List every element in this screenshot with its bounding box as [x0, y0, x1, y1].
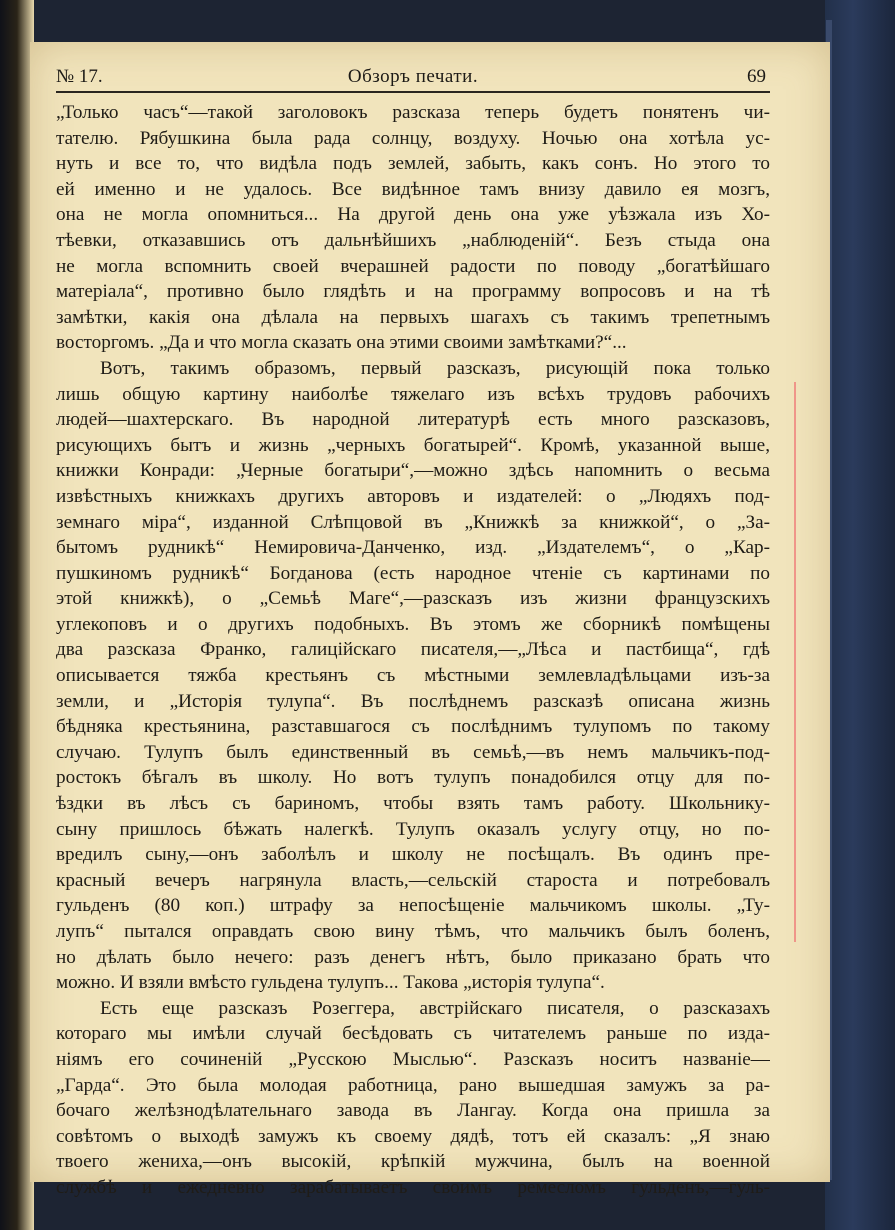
running-header [56, 64, 770, 94]
text-line: нуть и все то, что видѣла подъ землей, забыть, какъ сонъ. Но этого то [56, 153, 770, 175]
running-title: Обзоръ печати. [347, 66, 479, 87]
text-line: бочаго желѣзнодѣлательнаго завода въ Лангау. Когда она пришла за [56, 1100, 770, 1122]
header-rule [56, 91, 770, 93]
text-line: случаю. Тулупъ былъ единственный въ семьѣ,—въ немъ мальчикъ-под- [56, 741, 770, 763]
text-line: лишь общую картину наиболѣе тяжелаго изъ всѣхъ трудовъ рабочихъ [56, 383, 770, 405]
text-line: лупъ“ пытался оправдать свою вину тѣмъ, что мальчикъ былъ боленъ, [56, 921, 770, 942]
text-line: вредилъ сыну,—онъ заболѣлъ и школу не посѣщалъ. Въ одинъ пре- [56, 844, 770, 866]
issue-number: № 17. [56, 66, 103, 87]
text-line: можно. И взяли вмѣсто гульдена тулупъ... Такова „исторія тулупа“. [56, 972, 605, 994]
text-line: тѣевки, отказавшись отъ дальнѣйшихъ „наблюденій“. Безъ стыда она [56, 229, 770, 251]
text-line: сыну пришлось бѣжать налегкѣ. Тулупъ оказалъ услугу отцу, но по- [56, 818, 770, 840]
text-line: ей именно и не удалось. Все видѣнное тамъ внизу давило ея мозгъ, [56, 178, 770, 200]
text-line: земли, и „Исторія тулупа“. Въ послѣднемъ разсказѣ описана жизнь [56, 690, 770, 712]
margin-pencil-mark [794, 382, 796, 942]
text-line: котораго мы имѣли случай бесѣдовать съ читателемъ раньше по изда- [56, 1023, 770, 1045]
text-line: красный вечеръ нагрянула власть,—сельскій староста и потребовалъ [56, 869, 770, 891]
text-line: восторгомъ. „Да и что могла сказать она этими своими замѣтками?“... [56, 332, 627, 354]
text-line: Есть еще разсказъ Розеггера, австрійскаго писателя, о разсказахъ [100, 997, 770, 1019]
text-line: описывается тяжба крестьянъ съ мѣстными землевладѣльцами изъ-за [56, 665, 770, 687]
text-line: „Только часъ“—такой заголовокъ разсказа теперь будетъ понятенъ чи- [56, 102, 770, 123]
text-line: матеріала“, противно было глядѣть и на программу вопросовъ и на тѣ [56, 281, 770, 303]
text-line: извѣстныхъ книжкахъ другихъ авторовъ и издателей: о „Людяхъ под- [56, 485, 770, 507]
text-line: пушкиномъ рудникѣ“ Богданова (есть народное чтеніе съ картинами по [56, 562, 770, 584]
text-line: замѣтки, какія она дѣлала на первыхъ шагахъ съ такимъ трепетнымъ [56, 306, 770, 328]
text-line: два разсказа Франко, галиційскаго писателя,—„Лѣса и пастбища“, гдѣ [56, 639, 770, 661]
page-number: 69 [747, 66, 766, 87]
text-line: бѣдняка крестьянина, разставшагося съ послѣднимъ тулупомъ по такому [56, 716, 770, 738]
book-page [30, 42, 830, 1198]
text-line: не могла вспомнить своей вчерашней радости по поводу „богатѣйшаго [56, 255, 770, 277]
text-line: людей—шахтерскаго. Въ народной литературѣ есть много разсказовъ, [56, 409, 770, 431]
text-line: службѣ и ежедневно зарабатываетъ своимъ ремесломъ гульденъ,—гуль- [56, 1176, 770, 1198]
text-line: Вотъ, такимъ образомъ, первый разсказъ, рисующій пока только [100, 357, 770, 379]
text-line: земнаго міра“, изданной Слѣпцовой въ „Книжкѣ за книжкой“, о „За- [56, 511, 770, 533]
text-line: книжки Конради: „Черные богатыри“,—можно здѣсь напомнить о весьма [56, 460, 770, 482]
text-line: рисующихъ бытъ и жизнь „черныхъ богатырей“. Кромѣ, указанной выше, [56, 434, 770, 456]
text-line: ростокъ бѣгалъ въ школу. Но вотъ тулупъ понадобился отцу для по- [56, 767, 770, 789]
text-line: но дѣлать было нечего: разъ денегъ нѣтъ, было приказано брать что [56, 946, 770, 968]
text-line: гульденъ (80 коп.) штрафу за непосѣщеніе мальчикомъ школы. „Ту- [56, 895, 770, 917]
text-line: ніямъ его сочиненій „Русскою Мыслью“. Разсказъ носитъ названіе— [56, 1048, 770, 1070]
text-line: она не могла опомниться... На другой день она уже уѣзжала изъ Хо- [56, 204, 770, 226]
text-line: ѣздки въ лѣсъ съ бариномъ, чтобы взять тамъ работу. Школьнику- [56, 793, 770, 815]
book-left-edge [0, 0, 34, 1230]
text-line: этой книжкѣ), о „Семьѣ Маге“,—разсказъ изъ жизни французскихъ [56, 588, 770, 610]
text-line: „Гарда“. Это была молодая работница, рано вышедшая замужъ за ра- [56, 1074, 770, 1096]
body-text [56, 100, 770, 1201]
text-line: бытомъ рудникѣ“ Немировича-Данченко, изд. „Издателемъ“, о „Кар- [56, 537, 770, 559]
text-line: углекоповъ и о другихъ подобныхъ. Въ этомъ же сборникѣ помѣщены [56, 613, 770, 635]
text-line: твоего жениха,—онъ высокій, крѣпкій мужчина, былъ на военной [56, 1151, 770, 1173]
text-line: тателю. Рябушкина была рада солнцу, воздуху. Ночью она хотѣла ус- [56, 127, 770, 149]
text-line: совѣтомъ о выходѣ замужъ къ своему дядѣ, тотъ ей сказалъ: „Я знаю [56, 1125, 770, 1147]
book-binding [825, 0, 895, 1230]
